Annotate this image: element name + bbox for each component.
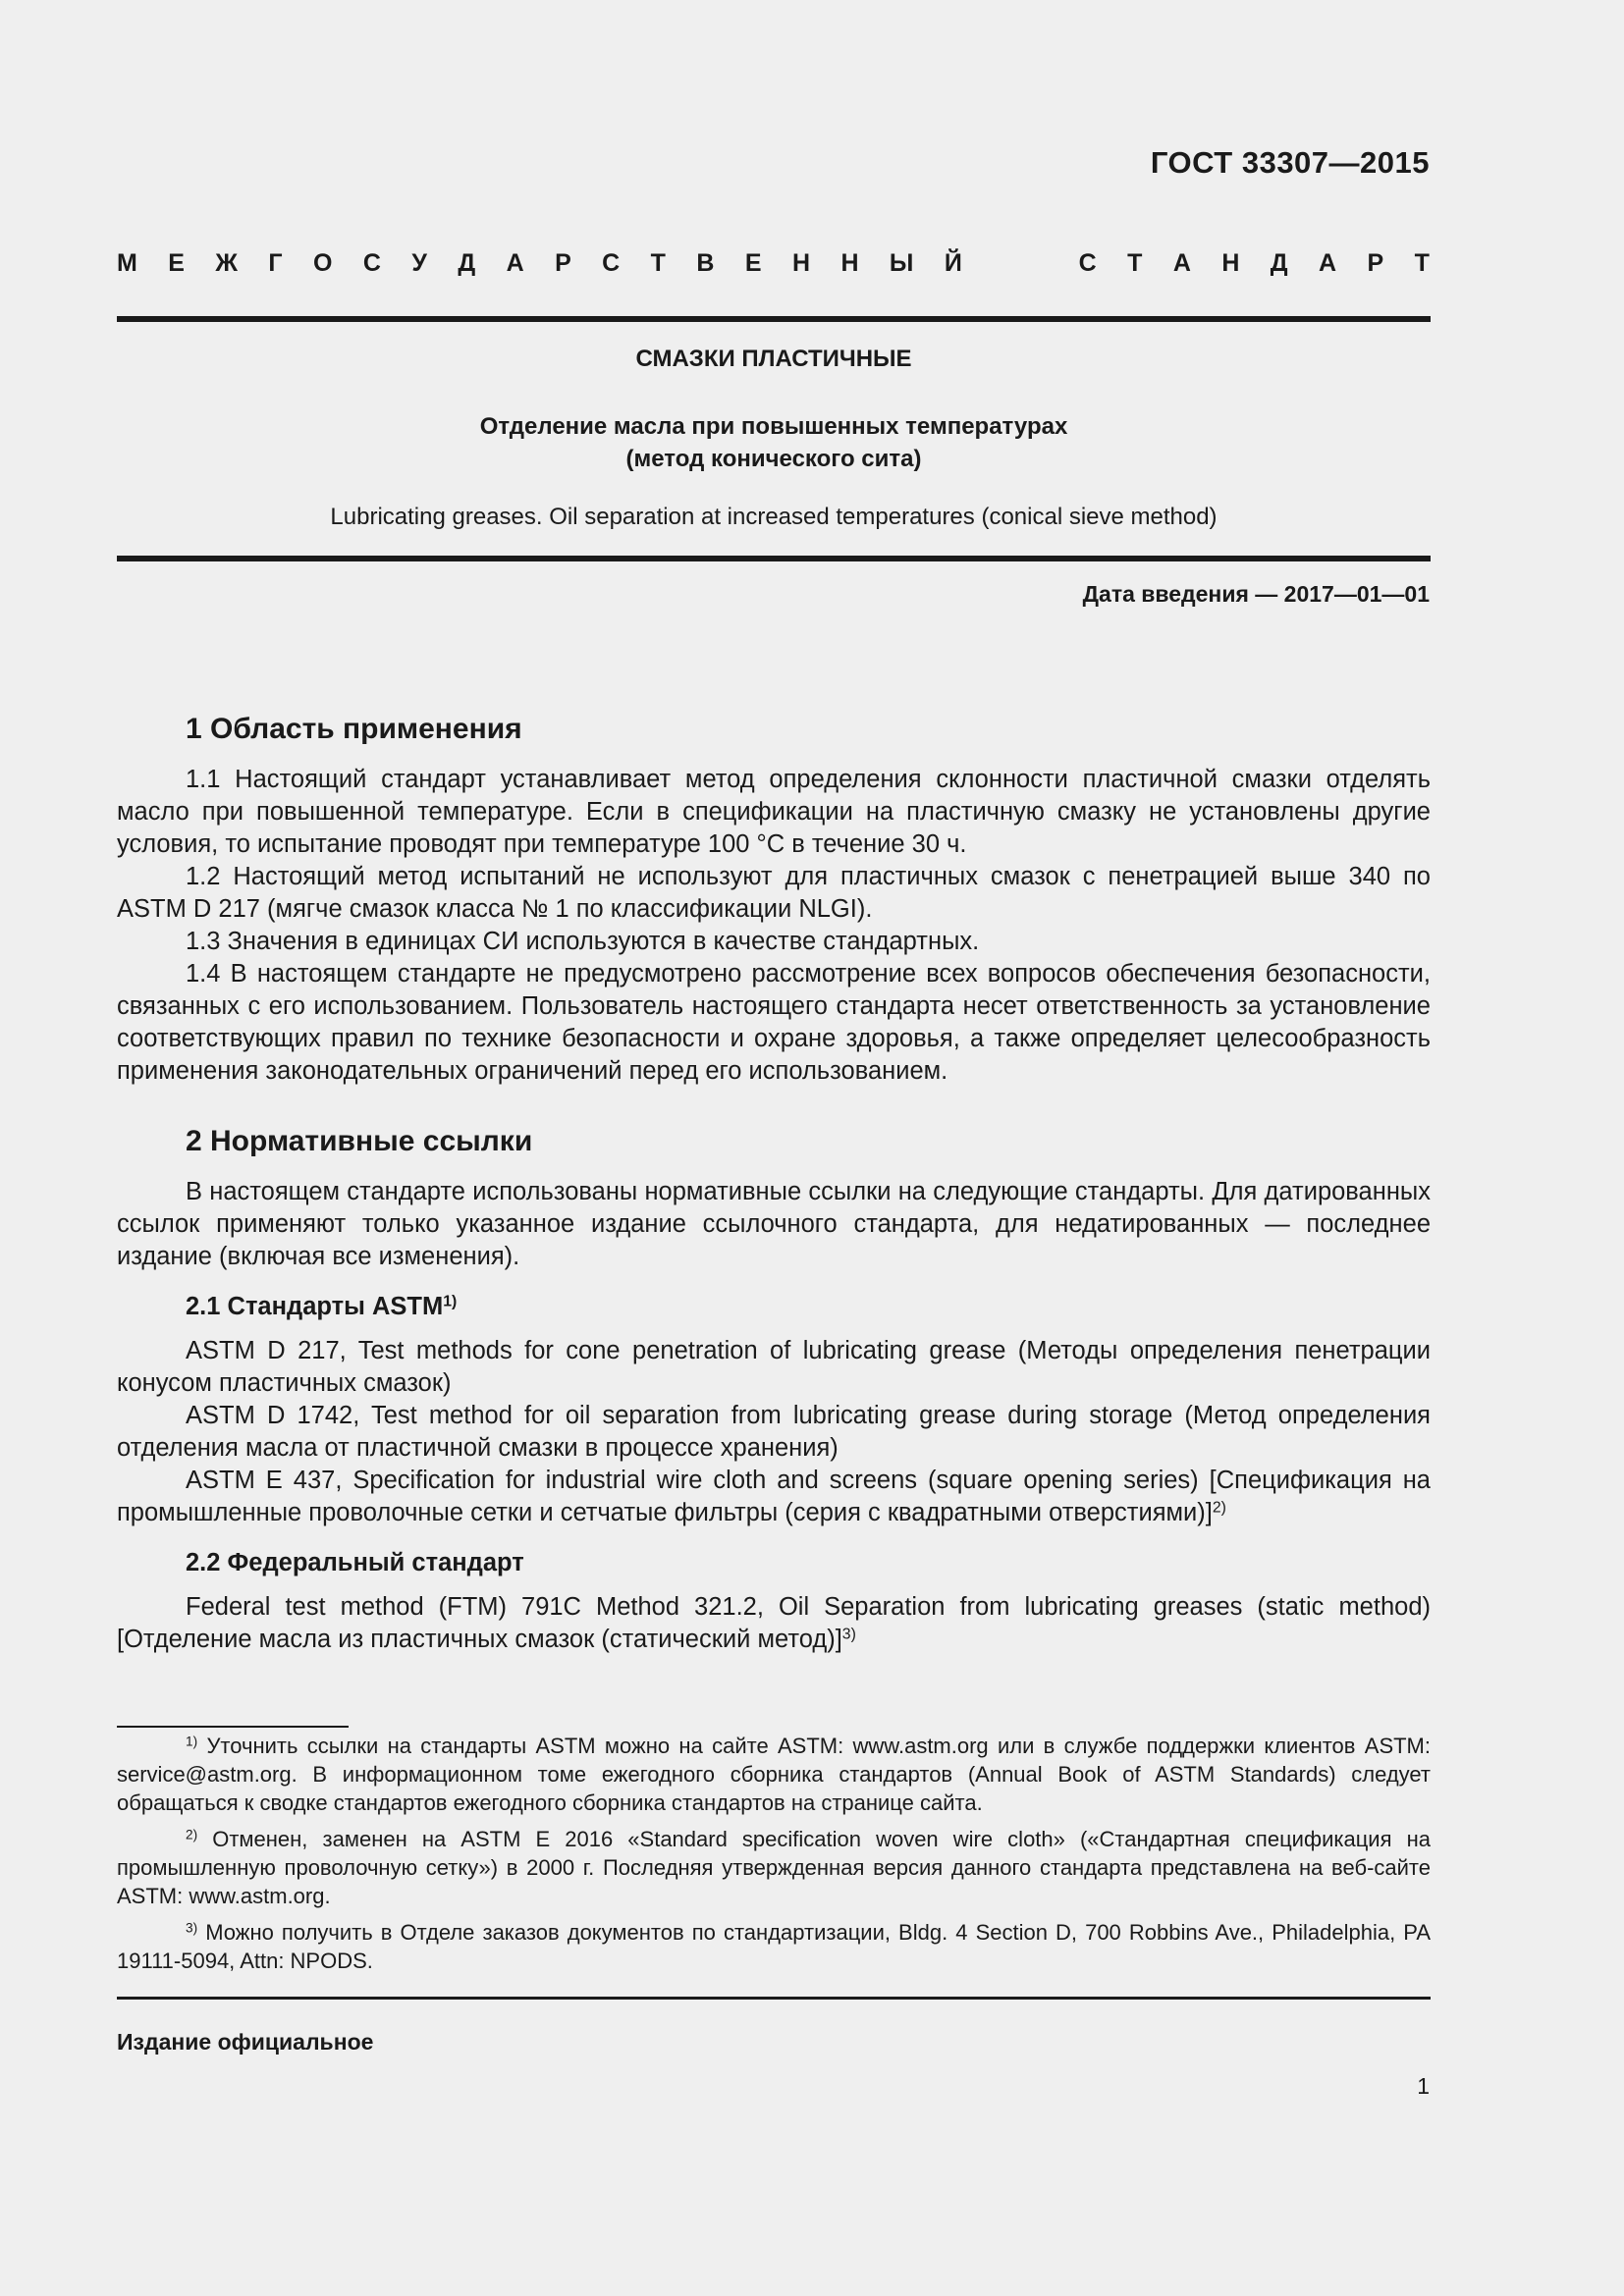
clause-1-1: 1.1 Настоящий стандарт устанавливает метод определения склонности пластичной смазки отделять масло при повышенной температуре. Если в спецификации на пластичную смазку не установлены другие условия, то испытание проводят при температуре 100 °С в течение 30 ч. bbox=[117, 766, 1431, 858]
standard-letter: Н bbox=[1221, 249, 1240, 277]
interstate-letter: С bbox=[602, 249, 621, 277]
edition-label: Издание официальное bbox=[117, 2029, 374, 2055]
document-number: ГОСТ 33307—2015 bbox=[1150, 145, 1430, 180]
footnote-ref-3: 3) bbox=[841, 1626, 856, 1643]
interstate-letter: Е bbox=[168, 249, 185, 277]
standard-letter: Д bbox=[1270, 249, 1288, 277]
reference-astm-d217: ASTM D 217, Test methods for cone penetration of lubricating grease (Методы определения пенетрации конусом пластичных смазок) bbox=[117, 1337, 1431, 1397]
subsection-2-1-heading: 2.1 Стандарты ASTM$^{1)}$ bbox=[186, 1293, 458, 1320]
section-2-heading: 2 Нормативные ссылки bbox=[186, 1125, 533, 1157]
interstate-letter: Д bbox=[458, 249, 476, 277]
reference-astm-e437: ASTM E 437, Specification for industrial wire cloth and screens (square opening series) [Спецификация на промышленные проволочные сетки и сетчатые фильтры (серия с квадратными отверстиями)]$^{2)}$ bbox=[117, 1467, 1431, 1526]
word-gap bbox=[993, 249, 1048, 278]
standard-letter: Т bbox=[1414, 249, 1430, 277]
document-title: СМАЗКИ ПЛАСТИЧНЫЕ bbox=[635, 346, 912, 372]
footnote-3: $^{3)}$ Можно получить в Отделе заказов документов по стандартизации, Bldg. 4 Section D, 700 Robbins Ave., Philadelphia, PA 19111-5094, Attn: NPODS. bbox=[117, 1920, 1431, 1973]
interstate-letter: О bbox=[313, 249, 333, 277]
clause-1-4: 1.4 В настоящем стандарте не предусмотрено рассмотрение всех вопросов обеспечения безопасности, связанных с его использованием. Пользователь настоящего стандарта несет ответственность за установление соответствующих правил по технике безопасности и охране здоровья, а также определяет целесообразность применения законодательных ограничений перед его использованием. bbox=[117, 960, 1431, 1085]
interstate-letter: Т bbox=[650, 249, 666, 277]
interstate-letter: С bbox=[362, 249, 381, 277]
interstate-letter: Ж bbox=[215, 249, 238, 277]
interstate-letter: Г bbox=[268, 249, 283, 277]
footnote-separator bbox=[117, 1726, 349, 1728]
top-rule bbox=[117, 316, 1431, 322]
interstate-letter: Н bbox=[840, 249, 859, 277]
footnotes bbox=[117, 1732, 1431, 1983]
standard-letter: Т bbox=[1127, 249, 1143, 277]
subsection-2-2-heading: 2.2 Федеральный стандарт bbox=[186, 1549, 524, 1576]
title-bottom-rule bbox=[117, 556, 1431, 561]
footnote-ref-2: 2) bbox=[1212, 1499, 1226, 1517]
footnote-ref-1: 1) bbox=[443, 1293, 458, 1310]
standard-letter: А bbox=[1319, 249, 1337, 277]
footer-rule bbox=[117, 1997, 1431, 2000]
section-2-intro: В настоящем стандарте использованы нормативные ссылки на следующие стандарты. Для датированных ссылок применяют только указанное издание ссылочного стандарта, для недатированных — последнее издание (включая все изменения). bbox=[117, 1178, 1431, 1270]
subtitle-line-1: Отделение масла при повышенных температурах bbox=[479, 413, 1068, 440]
interstate-letter: В bbox=[696, 249, 715, 277]
reference-astm-d1742: ASTM D 1742, Test method for oil separation from lubricating grease during storage (Метод определения отделения масла от пластичной смазки в процессе хранения) bbox=[117, 1402, 1431, 1462]
subtitle-line-2: (метод конического сита) bbox=[625, 446, 922, 472]
document-subtitle bbox=[117, 410, 1431, 475]
introduction-date: Дата введения — 2017—01—01 bbox=[1082, 581, 1430, 607]
interstate-letter: Е bbox=[744, 249, 762, 277]
standard-letter: Р bbox=[1367, 249, 1384, 277]
english-title: Lubricating greases. Oil separation at increased temperatures (conical sieve method) bbox=[330, 504, 1218, 530]
interstate-letter: Н bbox=[791, 249, 811, 277]
interstate-letter: Ы bbox=[889, 249, 914, 277]
standard-letter: С bbox=[1078, 249, 1097, 277]
footnote-2: $^{2)}$ Отменен, заменен на ASTM E 2016 «Standard specification woven wire cloth» («Стандартная спецификация на промышленную проволочную сетку») в 2000 г. Последняя утвержденная версия данного стандарта представлена на веб-сайте ASTM: www.astm.org. bbox=[117, 1827, 1431, 1908]
standard-letter: А bbox=[1172, 249, 1191, 277]
footnote-1: $^{1)}$ Уточнить ссылки на стандарты ASTM можно на сайте ASTM: www.astm.org или в службе поддержки клиентов ASTM: service@astm.org. В информационном томе ежегодного сборника стандартов (Annual Book of ASTM Standards) следует обращаться к сводке стандартов ежегодного сборника стандартов на странице сайта. bbox=[117, 1734, 1431, 1815]
interstate-letter: У bbox=[411, 249, 427, 277]
interstate-standard-header bbox=[117, 249, 1430, 278]
interstate-letter: М bbox=[117, 249, 137, 277]
section-1-heading: 1 Область применения bbox=[186, 713, 522, 745]
interstate-letter: Й bbox=[944, 249, 962, 277]
interstate-letter: Р bbox=[555, 249, 571, 277]
page-number: 1 bbox=[1417, 2073, 1430, 2099]
reference-ftm-791c: Federal test method (FTM) 791C Method 321.2, Oil Separation from lubricating greases (static method) [Отделение масла из пластичных смазок (статический метод)]$^{3)}$ bbox=[117, 1593, 1431, 1653]
clause-1-2: 1.2 Настоящий метод испытаний не используют для пластичных смазок с пенетрацией выше 340 по ASTM D 217 (мягче смазок класса № 1 по классификации NLGI). bbox=[117, 863, 1431, 923]
interstate-letter: А bbox=[506, 249, 524, 277]
document-body bbox=[117, 711, 1431, 1656]
clause-1-3: 1.3 Значения в единицах СИ используются в качестве стандартных. bbox=[186, 928, 980, 955]
